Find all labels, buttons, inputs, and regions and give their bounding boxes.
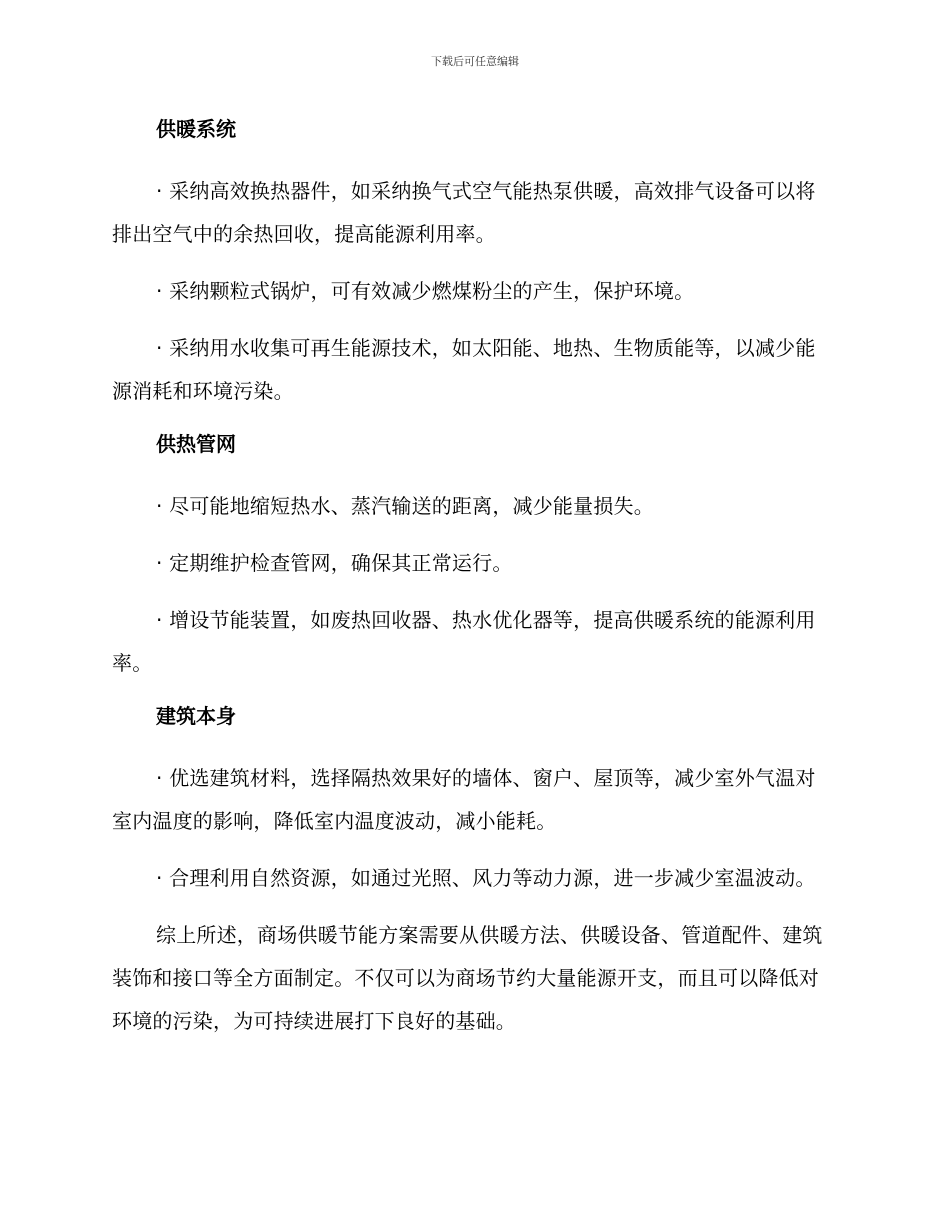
section-building-itself	[112, 699, 830, 900]
document-body	[112, 112, 830, 1057]
section-heat-pipe-network	[112, 427, 830, 685]
bullet-paragraph: · 采纳颗粒式锅炉，可有效减少燃煤粉尘的产生，保护环境。	[156, 279, 695, 303]
section-title: 供暖系统	[156, 117, 236, 141]
page-header-note: 下载后可任意编辑	[431, 55, 519, 68]
bullet-paragraph: · 采纳用水收集可再生能源技术，如太阳能、地热、生物质能等，以减少能源消耗和环境污染。	[112, 336, 816, 403]
bullet-paragraph: · 采纳高效换热器件，如采纳换气式空气能热泵供暖，高效排气设备可以将排出空气中的余热回收，提高能源利用率。	[112, 179, 816, 246]
section-title: 建筑本身	[156, 704, 236, 728]
section-title: 供热管网	[156, 432, 236, 456]
bullet-paragraph: · 优选建筑材料，选择隔热效果好的墙体、窗户、屋顶等，减少室外气温对室内温度的影响，降低室内温度波动，减小能耗。	[112, 766, 816, 833]
bullet-paragraph: · 定期维护检查管网，确保其正常运行。	[156, 551, 513, 575]
bullet-paragraph: · 尽可能地缩短热水、蒸汽输送的距离，减少能量损失。	[156, 494, 654, 518]
conclusion-paragraph: 综上所述，商场供暖节能方案需要从供暖方法、供暖设备、管道配件、建筑装饰和接口等全方面制定。不仅可以为商场节约大量能源开支，而且可以降低对环境的污染，为可持续进展打下良好的基础。	[112, 923, 823, 1033]
section-heating-system	[112, 112, 830, 413]
bullet-paragraph: · 合理利用自然资源，如通过光照、风力等动力源，进一步减少室温波动。	[156, 866, 816, 890]
bullet-paragraph: · 增设节能装置，如废热回收器、热水优化器等，提高供暖系统的能源利用率。	[112, 608, 816, 675]
